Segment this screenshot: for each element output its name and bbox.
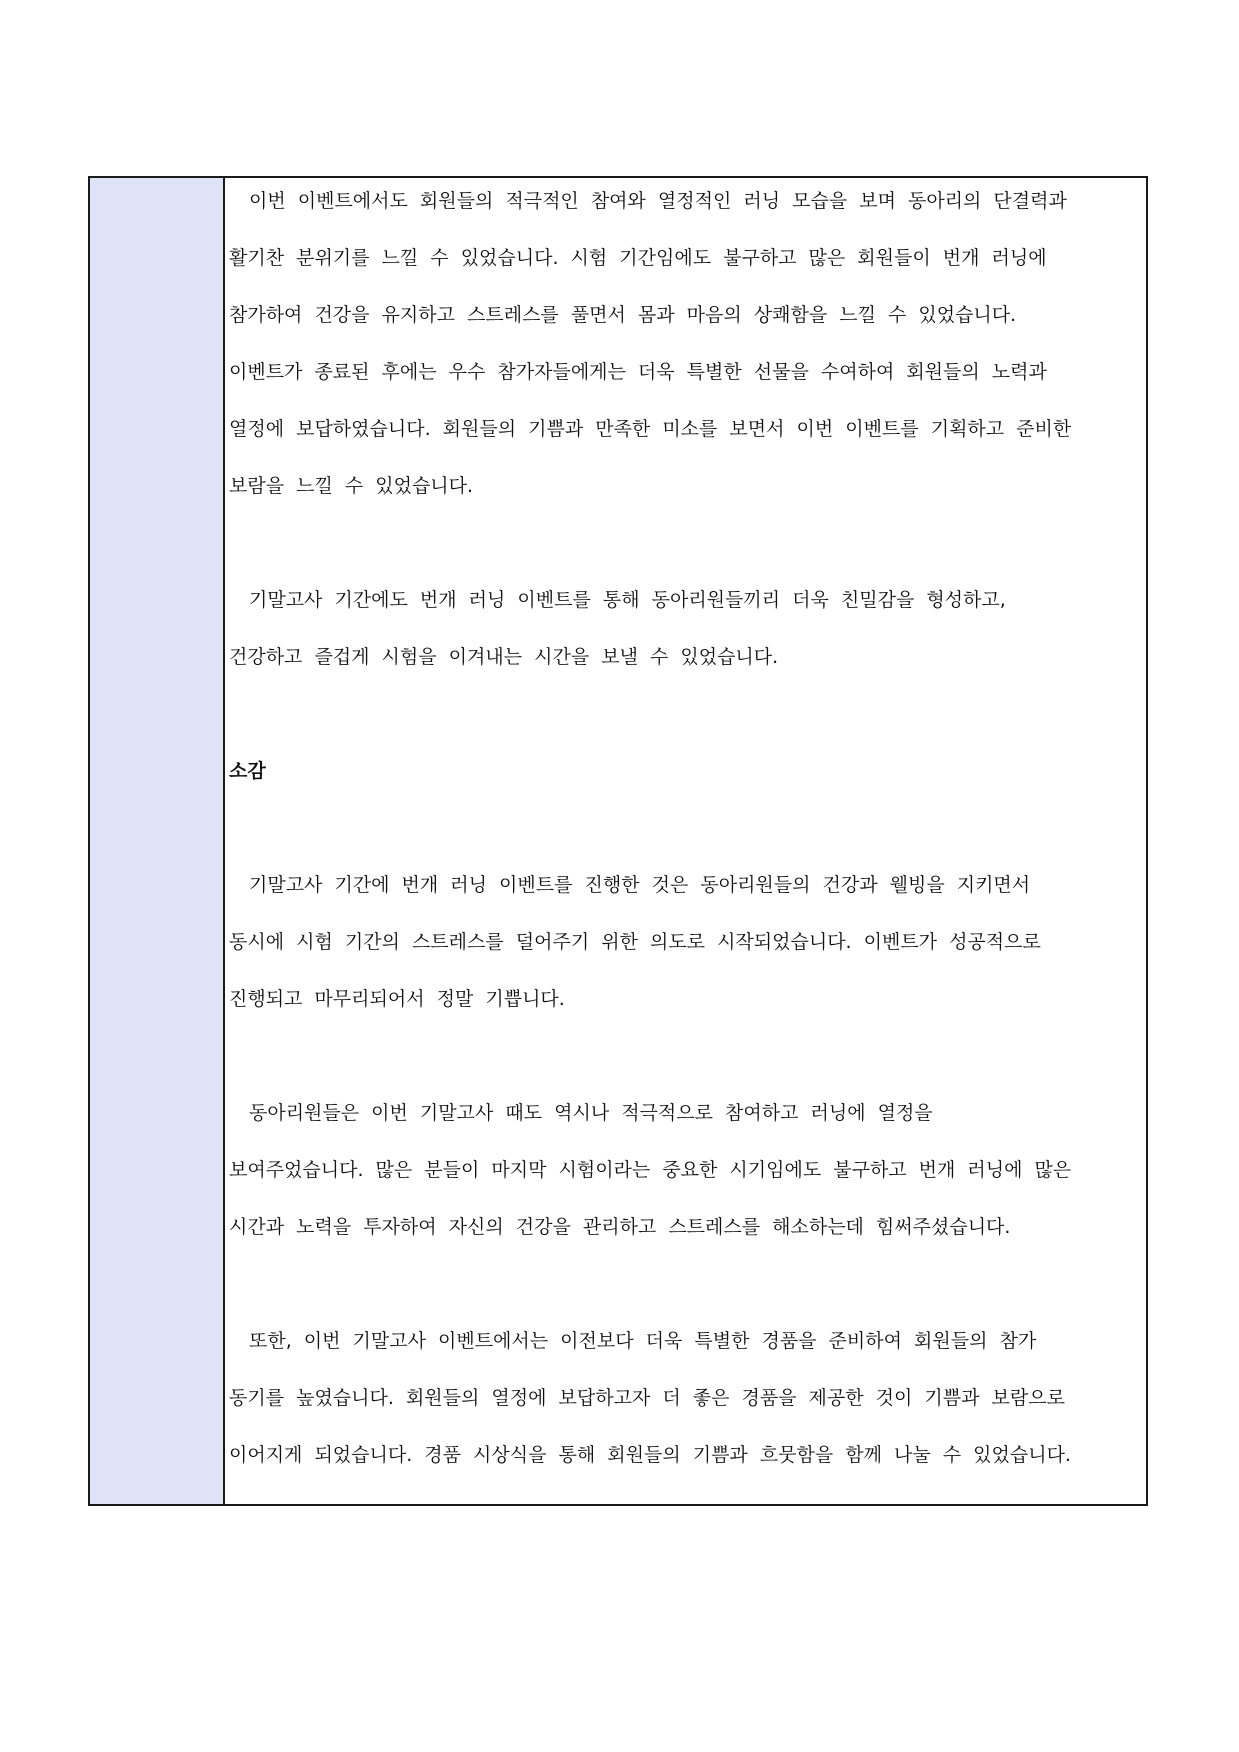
paragraph-line: 건강하고 즐겁게 시험을 이겨내는 시간을 보낼 수 있었습니다. xyxy=(229,646,779,668)
paragraph-line: 이어지게 되었습니다. 경품 시상식을 통해 회원들의 기쁨과 흐뭇함을 함께 나눌 수 있었습니다. xyxy=(229,1444,1071,1466)
paragraph-line: 보람을 느낄 수 있었습니다. xyxy=(229,475,474,497)
table-content-cell xyxy=(225,178,1146,1504)
section-heading: 소감 xyxy=(229,760,266,782)
paragraph-line: 이번 이벤트에서도 회원들의 적극적인 참여와 열정적인 러닝 모습을 보며 동아리의 단결력과 xyxy=(249,190,1067,212)
paragraph-line: 참가하여 건강을 유지하고 스트레스를 풀면서 몸과 마음의 상쾌함을 느낄 수 있었습니다. xyxy=(229,304,1017,326)
paragraph-line: 기말고사 기간에 번개 러닝 이벤트를 진행한 것은 동아리원들의 건강과 웰빙을 지키면서 xyxy=(249,874,1031,896)
paragraph-line: 시간과 노력을 투자하여 자신의 건강을 관리하고 스트레스를 해소하는데 힘써주셨습니다. xyxy=(229,1216,1011,1238)
paragraph-line: 열정에 보답하였습니다. 회원들의 기쁨과 만족한 미소를 보면서 이번 이벤트를 기획하고 준비한 xyxy=(229,418,1072,440)
paragraph-line: 기말고사 기간에도 번개 러닝 이벤트를 통해 동아리원들끼리 더욱 친밀감을 형성하고, xyxy=(249,589,1006,611)
paragraph-line: 또한, 이번 기말고사 이벤트에서는 이전보다 더욱 특별한 경품을 준비하여 회원들의 참가 xyxy=(249,1330,1037,1352)
paragraph-line: 활기찬 분위기를 느낄 수 있었습니다. 시험 기간임에도 불구하고 많은 회원들이 번개 러닝에 xyxy=(229,247,1047,269)
paragraph-line: 이벤트가 종료된 후에는 우수 참가자들에게는 더욱 특별한 선물을 수여하여 회원들의 노력과 xyxy=(229,361,1047,383)
report-table xyxy=(88,176,1148,1506)
paragraph-line: 진행되고 마무리되어서 정말 기쁩니다. xyxy=(229,988,565,1010)
paragraph-line: 동시에 시험 기간의 스트레스를 덜어주기 위한 의도로 시작되었습니다. 이벤트가 성공적으로 xyxy=(229,931,1041,953)
table-label-cell xyxy=(90,178,225,1504)
paragraph-line: 동기를 높였습니다. 회원들의 열정에 보답하고자 더 좋은 경품을 제공한 것이 기쁨과 보람으로 xyxy=(229,1387,1065,1409)
paragraph-line: 동아리원들은 이번 기말고사 때도 역시나 적극적으로 참여하고 러닝에 열정을 xyxy=(249,1102,933,1124)
paragraph-line: 보여주었습니다. 많은 분들이 마지막 시험이라는 중요한 시기임에도 불구하고 번개 러닝에 많은 xyxy=(229,1159,1072,1181)
